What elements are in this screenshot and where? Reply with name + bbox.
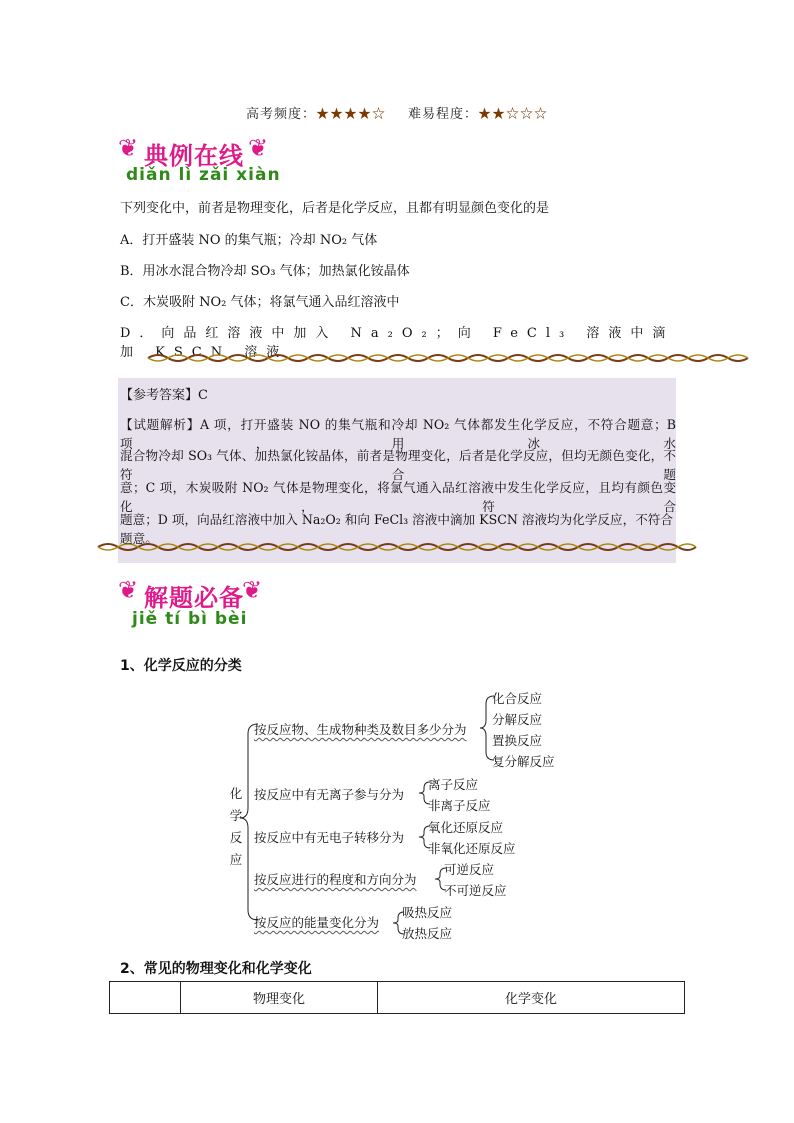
- reaction-type: 不可逆反应: [444, 883, 507, 898]
- explanation-line-2: 混合物冷却 SO₃ 气体、加热氯化铵晶体，前者是物理变化，后者是化学反应，但均无颜色变化，不符合题: [120, 448, 676, 482]
- option-d: D．向品红溶液中加入 Na₂O₂；向 FeCl₃ 溶液中滴加 KSCN 溶液: [120, 326, 675, 360]
- table-header-cell: 物理变化: [181, 982, 378, 1014]
- frequency-stars: ★★★★☆: [315, 107, 386, 122]
- reaction-type: 离子反应: [428, 777, 479, 792]
- reaction-type: 可逆反应: [444, 862, 495, 877]
- frequency-label: 高考频度：: [245, 107, 316, 122]
- reaction-types-list: [444, 859, 507, 901]
- reference-answer-label: 【参考答案】: [120, 388, 199, 403]
- difficulty-stars: ★★☆☆☆: [478, 107, 549, 122]
- frequency-difficulty-line: [0, 103, 794, 122]
- reaction-type: 置换反应: [492, 733, 543, 748]
- tree-root-char: 学: [229, 808, 243, 823]
- table-header-cell: [110, 982, 181, 1014]
- reaction-type: 复分解反应: [492, 754, 555, 769]
- section-title: 典例在线: [144, 142, 244, 170]
- criterion-text: 按反应中有无电子转移分为: [254, 830, 405, 845]
- reaction-types-list: [428, 774, 491, 816]
- heading-reaction-classification: 1、化学反应的分类: [120, 658, 242, 674]
- section-banner-examples: [118, 134, 288, 186]
- option-a: A．打开盛装 NO 的集气瓶；冷却 NO₂ 气体: [120, 233, 378, 248]
- tree-root-char: 应: [229, 852, 243, 867]
- reaction-type: 化合反应: [492, 691, 543, 706]
- explanation-line-3: 意；C 项，木炭吸附 NO₂ 气体是物理变化，将氯气通入品红溶液中发生化学反应，且均有颜色变化，符合: [120, 480, 676, 514]
- reaction-type: 吸热反应: [402, 905, 453, 920]
- tree-root-char: 化: [229, 786, 243, 801]
- tree-root-char: 反: [229, 830, 243, 845]
- flower-ornament-icon: ❦: [248, 134, 269, 162]
- vine-divider: [146, 350, 750, 366]
- section-title: 解题必备: [144, 584, 244, 612]
- criterion-text: 按反应的能量变化分为: [254, 915, 380, 930]
- heading-physical-chemical-changes: 2、常见的物理变化和化学变化: [120, 961, 312, 977]
- question-stem: 下列变化中，前者是物理变化，后者是化学反应，且都有明显颜色变化的是: [120, 201, 550, 216]
- criterion-reactant-product: [254, 720, 467, 738]
- flower-ornament-icon: ❦: [118, 576, 139, 604]
- reaction-type: 非氧化还原反应: [428, 841, 516, 856]
- table-header-row: [110, 982, 685, 1014]
- explanation-line-4: 题意；D 项，向品红溶液中加入 Na₂O₂ 和向 FeCl₃ 溶液中滴加 KSCN 溶液均为化学反应，不符合题意。: [120, 512, 673, 546]
- reference-answer: [120, 384, 676, 403]
- option-c: C．木炭吸附 NO₂ 气体；将氯气通入品红溶液中: [120, 295, 400, 310]
- reaction-type: 非离子反应: [428, 798, 491, 813]
- flower-ornament-icon: ❦: [242, 576, 263, 604]
- criterion-ions: [254, 785, 404, 803]
- reaction-types-list: [492, 688, 555, 772]
- section-pinyin: jiě tí bì bèi: [132, 609, 248, 629]
- vine-divider: [96, 539, 698, 555]
- section-banner-essentials: [118, 576, 288, 636]
- tree-root: [228, 783, 244, 871]
- criterion-text: 按反应物、生成物种类及数目多少分为: [254, 722, 467, 737]
- criterion-text: 按反应进行的程度和方向分为: [254, 872, 417, 887]
- reaction-type: 放热反应: [402, 926, 453, 941]
- criterion-text: 按反应中有无离子参与分为: [254, 787, 405, 802]
- difficulty-label: 难易程度：: [408, 107, 479, 122]
- explanation-label: 【试题解析】: [120, 417, 201, 432]
- reaction-types-list: [402, 902, 452, 944]
- criterion-electron-transfer: [254, 828, 404, 846]
- flower-ornament-icon: ❦: [118, 134, 139, 162]
- reaction-type: 氧化还原反应: [428, 820, 504, 835]
- explanation-text: A 项，打开盛装 NO 的集气瓶和冷却 NO₂ 气体都发生化学反应，不符合题意；B 项，用冰水: [120, 417, 676, 451]
- reference-answer-value: C: [198, 388, 208, 403]
- reaction-type: 分解反应: [492, 712, 543, 727]
- section-pinyin: diǎn lì zǎi xiàn: [126, 165, 281, 185]
- criterion-energy-change: [254, 913, 379, 931]
- table-header-cell: 化学变化: [378, 982, 685, 1014]
- option-b: B．用冰水混合物冷却 SO₃ 气体；加热氯化铵晶体: [120, 264, 410, 279]
- changes-table: [109, 981, 685, 1014]
- criterion-degree-direction: [254, 870, 417, 888]
- reaction-types-list: [428, 817, 516, 859]
